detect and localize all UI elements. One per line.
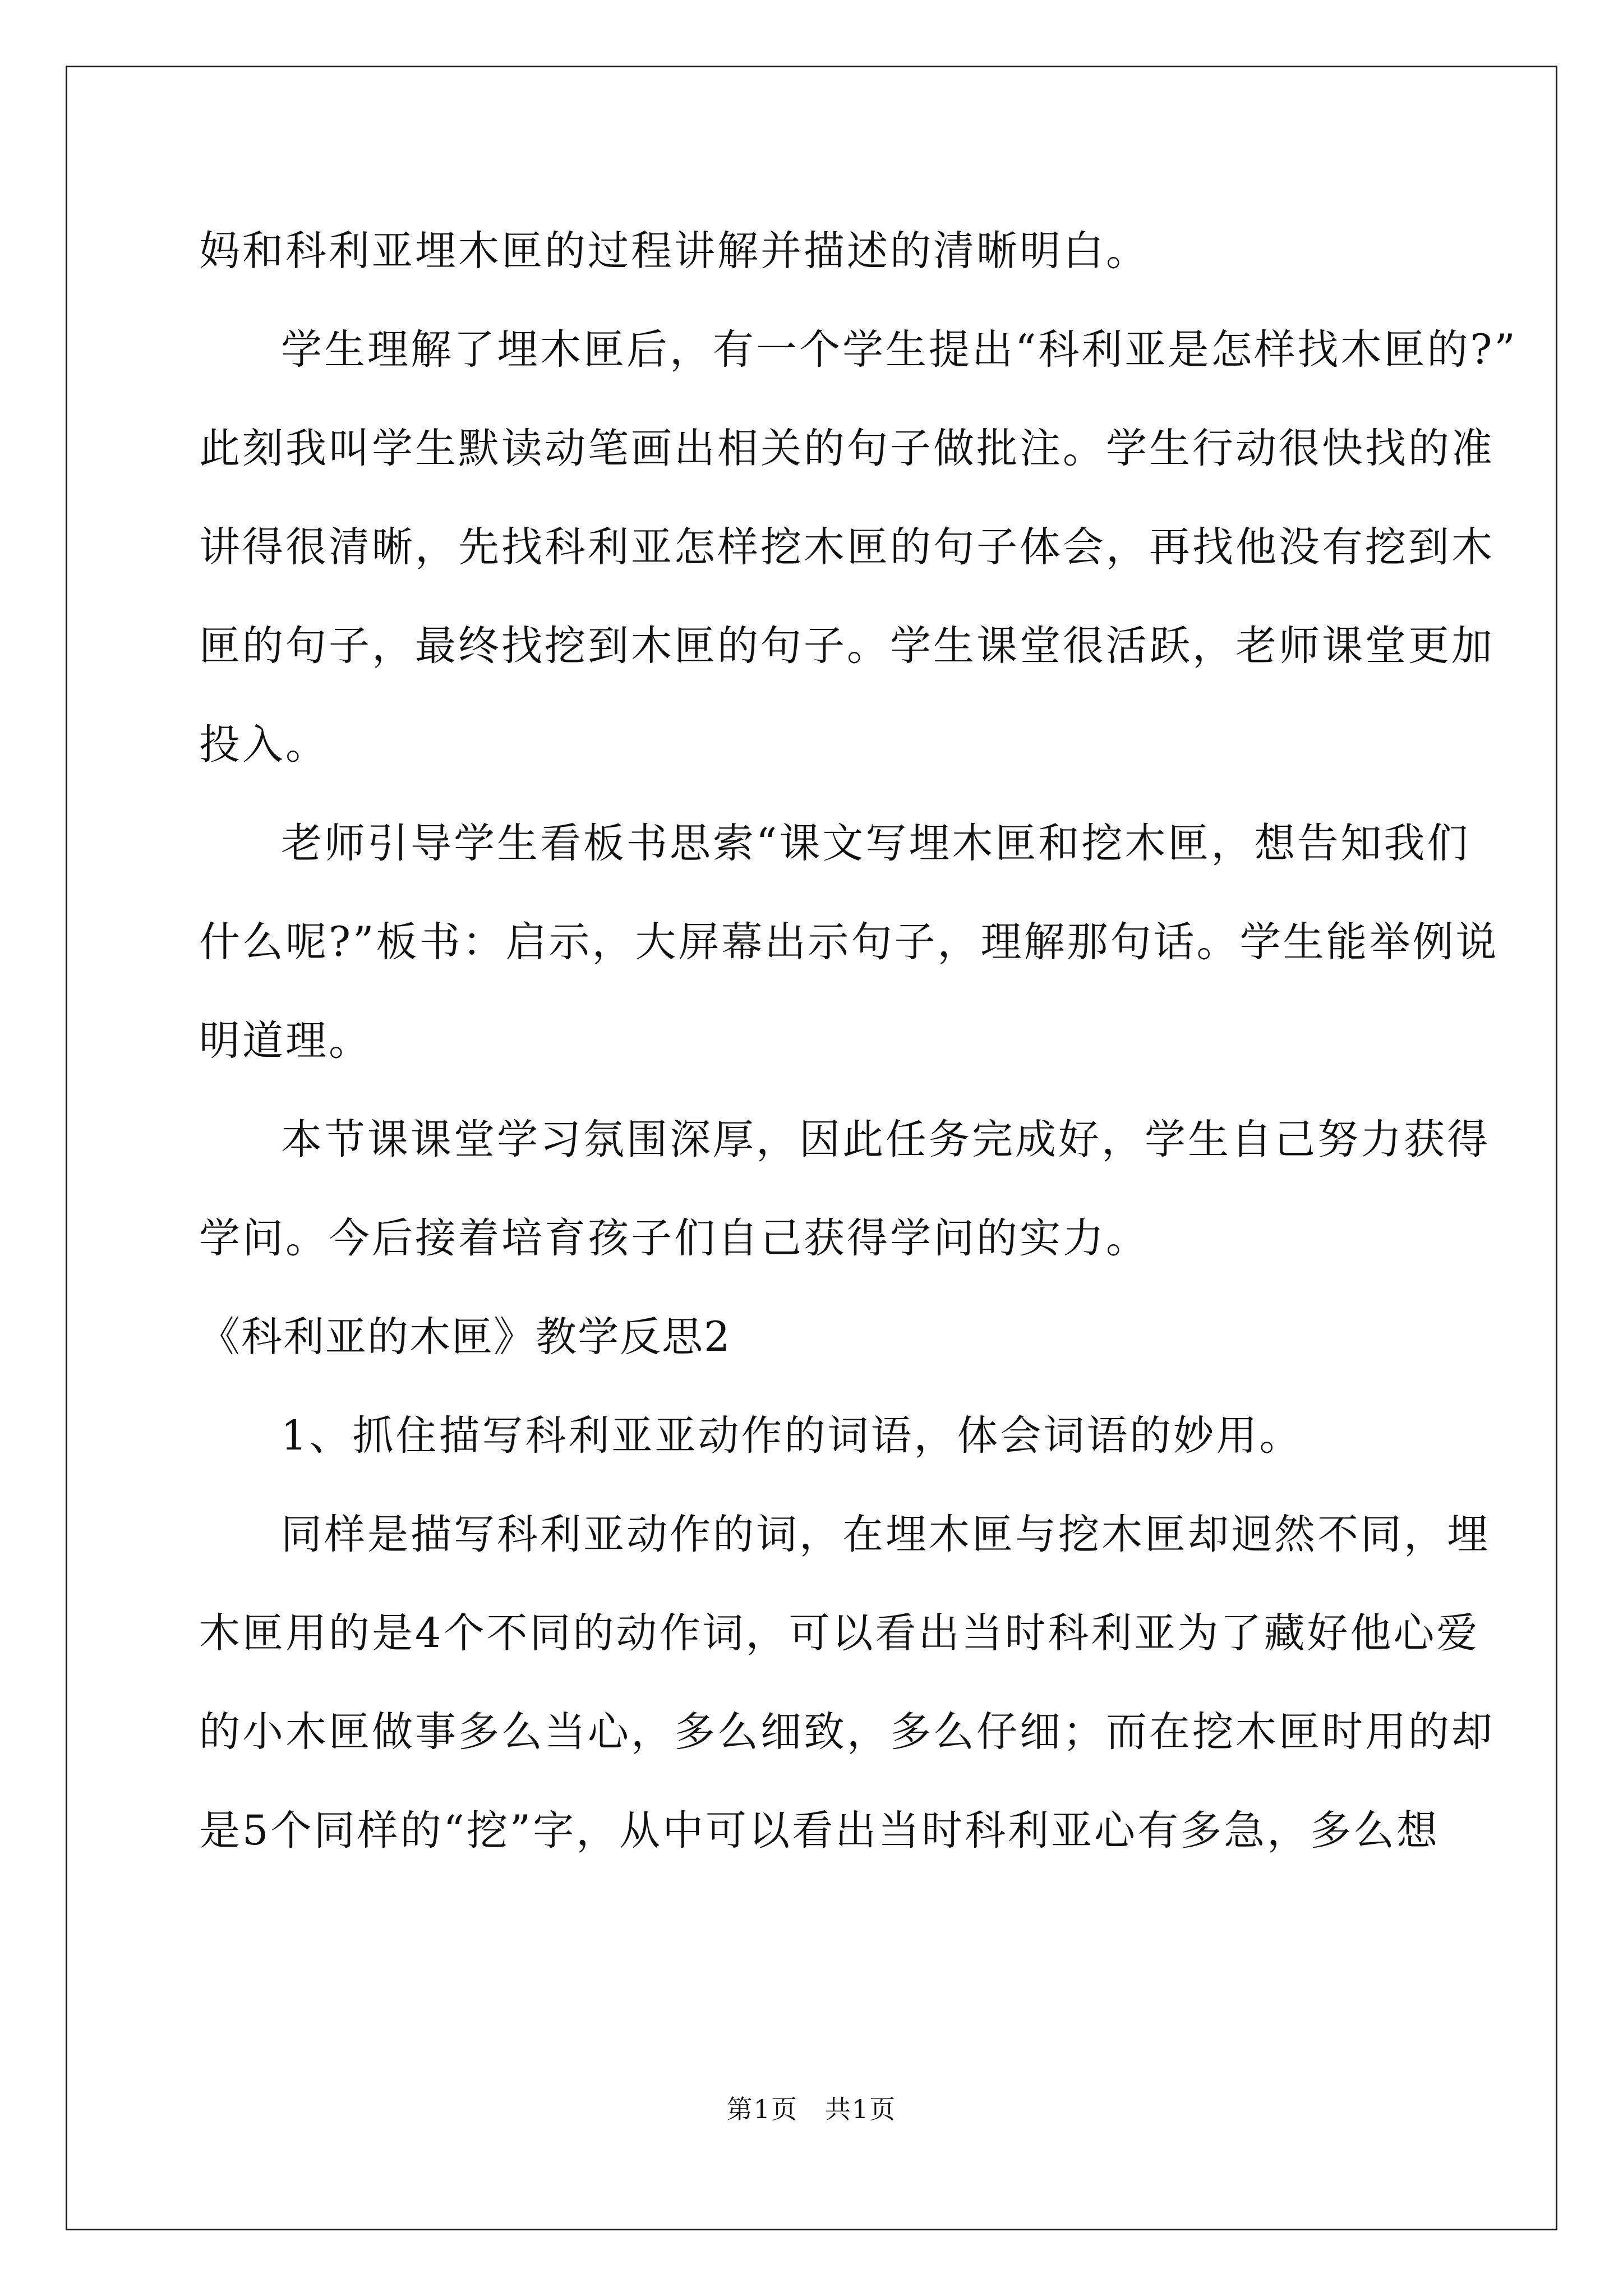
page-footer: 第1页 共1页 [726,2094,897,2124]
document-body [199,202,1518,1880]
text-line-16: 的小木匣做事多么当心，多么细致，多么仔细；而在挖木匣时用的却 [199,1708,1495,1756]
text-line-13: 1、抓住描写科利亚亚动作的词语，体会词语的妙用。 [281,1412,1303,1460]
text-line-14: 同样是描写科利亚动作的词，在埋木匣与挖木匣却迥然不同，埋 [281,1511,1490,1558]
section-heading: 《科利亚的木匣》教学反思2 [199,1313,731,1361]
text-line-1: 妈和科利亚埋木匣的过程讲解并描述的清晰明白。 [199,227,1149,275]
text-line-10: 本节课课堂学习氛围深厚，因此任务完成好，学生自己努力获得 [281,1116,1490,1163]
text-line-6: 投入。 [199,721,329,769]
text-line-17: 是5个同样的“挖”字，从中可以看出当时科利亚心有多急，多么想 [199,1807,1440,1855]
text-line-5: 匣的句子，最终找挖到木匣的句子。学生课堂很活跃，老师课堂更加 [199,622,1495,670]
text-line-15: 木匣用的是4个不同的动作词，可以看出当时科利亚为了藏好他心爱 [199,1609,1480,1657]
text-line-3: 此刻我叫学生默读动笔画出相关的句子做批注。学生行动很快找的准 [199,425,1495,472]
text-line-4: 讲得很清晰，先找科利亚怎样挖木匣的句子体会，再找他没有挖到木 [199,523,1495,571]
text-line-8: 什么呢?”板书：启示，大屏幕出示句子，理解那句话。学生能举例说 [199,918,1499,966]
text-line-11: 学问。今后接着培育孩子们自己获得学问的实力。 [199,1214,1149,1262]
text-line-2: 学生理解了埋木匣后，有一个学生提出“科利亚是怎样找木匣的?” [281,326,1518,374]
text-line-7: 老师引导学生看板书思索“课文写埋木匣和挖木匣，想告知我们 [281,820,1470,867]
text-line-9: 明道理。 [199,1017,372,1065]
